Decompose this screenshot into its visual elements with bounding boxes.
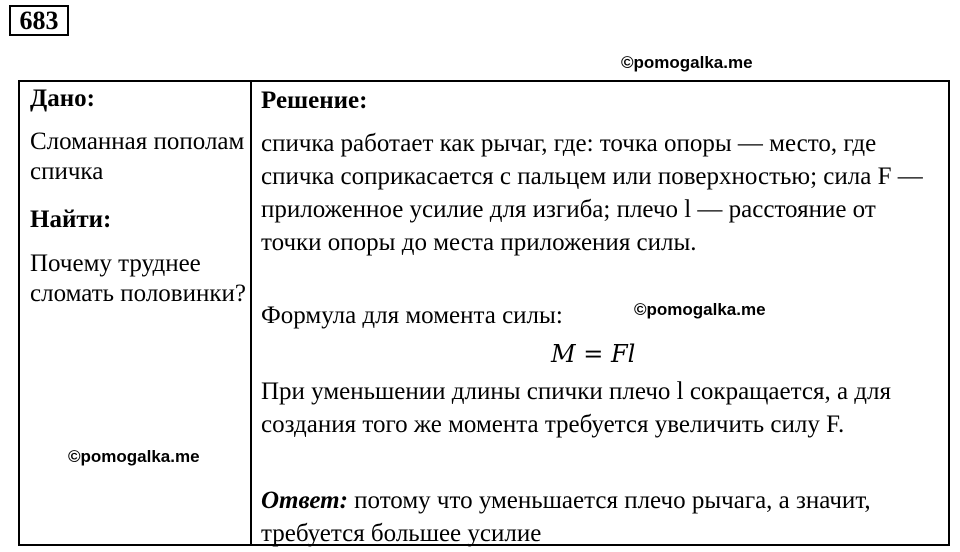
formula: M = Fl [551, 340, 636, 368]
problem-number: 683 [9, 5, 69, 36]
given-heading: Дано: [30, 85, 95, 112]
question-text: Почему труднее сломать половинки? [30, 250, 246, 307]
answer [261, 484, 941, 550]
given-text: Сломанная пополам спичка [30, 128, 245, 185]
find-heading: Найти: [30, 206, 112, 233]
watermark: ©pomogalka.me [634, 300, 766, 319]
formula-label: Формула для момента силы: [261, 302, 563, 329]
column-divider [250, 82, 252, 544]
solution-heading: Решение: [261, 87, 368, 114]
solution-table [18, 80, 950, 546]
answer-text: потому что уменьшается плечо рычага, а значит, требуется большее усилие [261, 487, 871, 547]
solution-paragraph-1: спичка работает как рычаг, где: точка опоры — место, где спичка соприкасается с пальцем или поверхностью; сила F — приложенное усилие для изгиба; плечо l — расстояние от точки опоры до места приложения силы. [261, 130, 923, 256]
watermark: ©pomogalka.me [68, 447, 200, 466]
solution-paragraph-2: При уменьшении длины спички плечо l сокращается, а для создания того же момента требуется увеличить силу F. [261, 378, 891, 438]
answer-label: Ответ: [261, 487, 348, 514]
watermark: ©pomogalka.me [621, 53, 753, 72]
